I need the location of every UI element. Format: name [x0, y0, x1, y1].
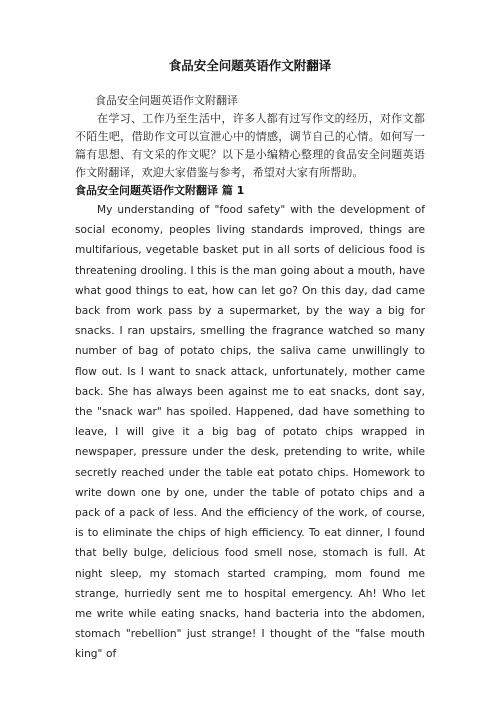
intro-paragraph: 在学习、工作乃至生活中，许多人都有过写作文的经历，对作文都不陌生吧，借助作文可以宣泄心中的情感，调节自己的心情。如何写一篇有思想、有文采的作文呢？以下是小编精心整理的食品安全问题英语作文附翻译，欢迎大家借鉴与参考，希望对大家有所帮助。	[75, 112, 425, 179]
document-title: 食品安全问题英语作文附翻译	[168, 58, 332, 73]
document-subtitle: 食品安全问题英语作文附翻译	[95, 94, 238, 107]
section-heading: 食品安全问题英语作文附翻译 篇 1	[75, 184, 245, 197]
essay-body-paragraph: My understanding of "food safety" with the development of social economy, peoples living standards improved, things are multifarious, vegetable basket put in all sorts of delicious food is threatening drooling. I this is the man going about a mouth, have what good things to eat, how can let go? On this day, dad came back from work pass by a supermarket, by the way a big for snacks. I ran upstairs, smelling the fragrance watched so many number of bag of potato chips, the saliva came unwillingly to flow out. Is I want to snack attack, unfortunately, mother came back. She has always been against me to eat snacks, dont say, the "snack war" has spoiled. Happened, dad have something to leave, I will give it a big bag of potato chips wrapped in newspaper, pressure under the desk, pretending to write, while secretly reached under the table eat potato chips. Homework to write down one by one, under the table of potato chips and a pack of a pack of less. And the efficiency of the work, of course, is to eliminate the chips of high efficiency. To eat dinner, I found that belly bulge, delicious food smell nose, stomach is full. At night sleep, my stomach started cramping, mom found me strange, hurriedly sent me to hospital emergency. Ah! Who let me write while eating snacks, hand bacteria into the abdomen, stomach "rebellion" just strange! I thought of the "false mouth king" of	[75, 204, 425, 661]
